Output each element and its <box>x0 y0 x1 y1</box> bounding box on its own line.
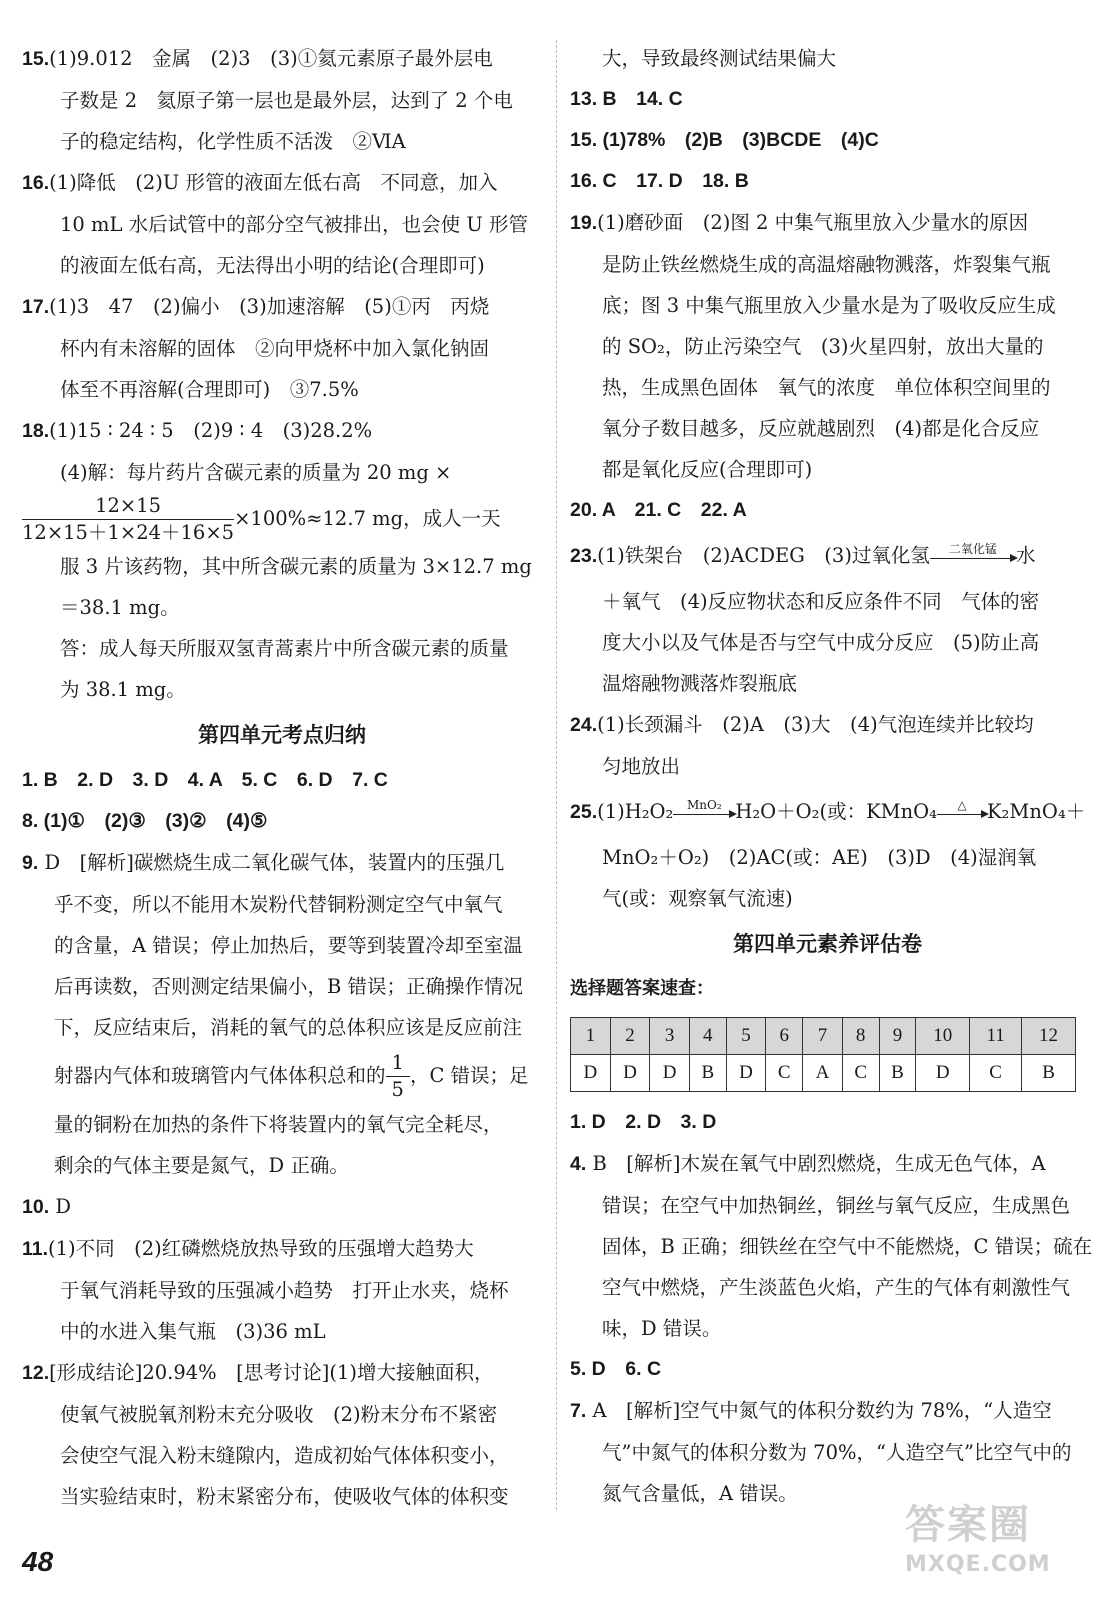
section-title: 第四单元考点归纳 <box>198 723 366 747</box>
question-number: 2 <box>610 1018 650 1055</box>
answer-line: 量的铜粉在加热的条件下将装置内的氧气完全耗尽， <box>54 1113 503 1136</box>
answer-line: 会使空气混入粉末缝隙内，造成初始气体体积变小， <box>60 1444 509 1467</box>
answer-line: 答：成人每天所服双氢青蒿素片中所含碳元素的质量 <box>60 637 509 660</box>
answer-line: 24.(1)长颈漏斗 (2)A (3)大 (4)气泡连续并比较均 <box>570 713 1034 736</box>
answer-line: 剩余的气体主要是氮气，D 正确。 <box>54 1154 349 1177</box>
answer-line: 味，D 错误。 <box>602 1317 722 1340</box>
page-number: 48 <box>22 1546 54 1577</box>
question-number: 7 <box>803 1018 843 1055</box>
answer-line: 氧分子数目越多，反应就越剧烈 (4)都是化合反应 <box>602 417 1040 440</box>
answer-line: 20. A 21. C 22. A <box>570 499 747 521</box>
question-number: 5 <box>726 1018 766 1055</box>
answer-cell: B <box>689 1055 726 1092</box>
answer-line: 1. B 2. D 3. D 4. A 5. C 6. D 7. C <box>22 769 388 791</box>
answer-line: 射器内气体和玻璃管内气体体积总和的 $\frac{1}{5}$ ，C 错误；足 <box>54 1051 529 1101</box>
answer-line: 于氧气消耗导致的压强减小趋势 打开止水夹，烧杯 <box>60 1279 509 1302</box>
answer-line: 10. D <box>22 1195 71 1218</box>
answer-line: 11.(1)不同 (2)红磷燃烧放热导致的压强增大趋势大 <box>22 1237 474 1260</box>
answer-line: 15. (1)78% (2)B (3)BCDE (4)C <box>570 129 879 151</box>
fraction <box>386 1050 410 1103</box>
question-number: 11 <box>970 1018 1022 1055</box>
answer-line: 子数是 2 氦原子第一层也是最外层，达到了 2 个电 <box>60 89 513 112</box>
reaction-arrow <box>937 798 987 827</box>
question-number: 10 <box>916 1018 970 1055</box>
question-number: 9 <box>879 1018 916 1055</box>
answer-table-header-row <box>571 1018 1076 1055</box>
answer-line: 23.(1)铁架台 (2)ACDEG (3)过氧化氢 二氧化锰 水 <box>570 531 1085 581</box>
answer-line: 1. D 2. D 3. D <box>570 1111 717 1133</box>
answer-line: 度大小以及气体是否与空气中成分反应 (5)防止高 <box>602 631 1040 654</box>
answer-line: 气”中氮气的体积分数为 70%，“人造空气”比空气中的 <box>602 1441 1072 1464</box>
answer-line: 10 mL 水后试管中的部分空气被排出，也会使 U 形管 <box>60 213 528 236</box>
answer-line: 都是氧化反应(合理即可) <box>602 458 813 481</box>
question-number: 4 <box>689 1018 726 1055</box>
question-number: 6 <box>766 1018 803 1055</box>
reaction-condition: MnO₂ <box>687 798 722 812</box>
answer-line: ＋氧气 (4)反应物状态和反应条件不同 气体的密 <box>602 590 1040 613</box>
answer-cell: D <box>571 1055 611 1092</box>
question-number: 3 <box>650 1018 690 1055</box>
answer-cell: A <box>803 1055 843 1092</box>
fraction-denominator: 12×15＋1×24＋16×5 <box>22 521 235 544</box>
answer-line: 19.(1)磨砂面 (2)图 2 中集气瓶里放入少量水的原因 <box>570 211 1029 234</box>
answer-line: 16. C 17. D 18. B <box>570 170 749 192</box>
answer-line: 体至不再溶解(合理即可) ③7.5% <box>60 378 359 401</box>
answer-line: 气(或：观察氧气流速) <box>602 887 793 910</box>
left-column <box>22 38 542 1517</box>
answer-cell: D <box>916 1055 970 1092</box>
answer-line: 16.(1)降低 (2)U 形管的液面左低右高 不同意，加入 <box>22 171 498 194</box>
answer-line: 大，导致最终测试结果偏大 <box>602 47 837 70</box>
watermark-main: 答案圈 <box>905 1502 1031 1548</box>
answer-cell: D <box>726 1055 766 1092</box>
reaction-arrow <box>930 542 1016 571</box>
section-title: 第四单元素养评估卷 <box>733 932 922 956</box>
question-number: 8 <box>842 1018 879 1055</box>
answer-line: 错误；在空气中加热铜丝，铜丝与氧气反应，生成黑色 <box>602 1194 1071 1217</box>
reaction-arrow <box>673 798 735 827</box>
answer-line: 是防止铁丝燃烧生成的高温熔融物溅落，炸裂集气瓶 <box>602 253 1051 276</box>
answer-line: 温熔融物溅落炸裂瓶底 <box>602 672 798 695</box>
answer-line: 子的稳定结构，化学性质不活泼 ②ⅥA <box>60 130 406 153</box>
reaction-condition: 二氧化锰 <box>948 542 997 556</box>
answer-cell: B <box>879 1055 916 1092</box>
answer-line: 25.(1)H₂O₂ MnO₂ H₂O＋O₂(或：KMnO₄ △ K₂MnO₄＋ <box>570 787 1085 837</box>
answer-line: 底；图 3 中集气瓶里放入少量水是为了吸收反应生成 <box>602 294 1056 317</box>
answer-line: ＝38.1 mg。 <box>60 596 180 619</box>
answer-line: 17.(1)3 47 (2)偏小 (3)加速溶解 (5)①丙 丙烧 <box>22 295 490 318</box>
fraction-numerator: 1 <box>386 1050 410 1077</box>
answer-line: 的 SO₂，防止污染空气 (3)火星四射，放出大量的 <box>602 335 1044 358</box>
answer-line: 5. D 6. C <box>570 1358 662 1380</box>
answer-line: 下，反应结束后，消耗的氧气的总体积应该是反应前注 <box>54 1016 523 1039</box>
answer-line: 匀地放出 <box>602 755 681 778</box>
answer-line: 空气中燃烧，产生淡蓝色火焰，产生的气体有刺激性气 <box>602 1276 1071 1299</box>
answer-line: 后再读数，否则测定结果偏小，B 错误；正确操作情况 <box>54 975 524 998</box>
answer-line: 18.(1)15 ∶ 24 ∶ 5 (2)9 ∶ 4 (3)28.2% <box>22 419 373 442</box>
answer-line: 中的水进入集气瓶 (3)36 mL <box>60 1320 326 1343</box>
right-column <box>570 38 1093 1514</box>
column-divider <box>556 40 557 1510</box>
answer-cell: D <box>650 1055 690 1092</box>
answer-line: 热，生成黑色固体 氧气的浓度 单位体积空间里的 <box>602 376 1051 399</box>
question-number: 12 <box>1022 1018 1076 1055</box>
formula-line <box>22 493 542 546</box>
answer-line: 固体，B 正确；细铁丝在空气中不能燃烧，C 错误；硫在 <box>602 1235 1093 1258</box>
answer-line: 的液面左低右高，无法得出小明的结论(合理即可) <box>60 254 485 277</box>
answer-line: 4. B [解析]木炭在氧气中剧烈燃烧，生成无色气体，A <box>570 1152 1046 1175</box>
answer-line: 7. A [解析]空气中氮气的体积分数约为 78%，“人造空 <box>570 1399 1052 1422</box>
answer-cell: C <box>970 1055 1022 1092</box>
answer-line: 杯内有未溶解的固体 ②向甲烧杯中加入氯化钠固 <box>60 337 490 360</box>
watermark-sub: MXQE.COM <box>905 1552 1051 1577</box>
fraction-denominator: 5 <box>391 1078 404 1101</box>
answer-line: 服 3 片该药物，其中所含碳元素的质量为 3×12.7 mg <box>60 555 532 578</box>
fraction <box>22 493 234 546</box>
answer-line: 15.(1)9.012 金属 (2)3 (3)①氦元素原子最外层电 <box>22 47 493 70</box>
answer-line: 为 38.1 mg。 <box>60 678 186 701</box>
watermark-logo <box>905 1500 1090 1590</box>
answer-line: 12.[形成结论]20.94% [思考讨论](1)增大接触面积， <box>22 1361 494 1384</box>
answer-cell: C <box>842 1055 879 1092</box>
answer-line: 使氧气被脱氧剂粉末充分吸收 (2)粉末分布不紧密 <box>60 1403 498 1426</box>
quick-answer-heading: 选择题答案速查： <box>570 978 714 999</box>
answer-line: 乎不变，所以不能用木炭粉代替铜粉测定空气中氧气 <box>54 893 503 916</box>
fraction-numerator: 12×15 <box>22 493 234 520</box>
answer-line: 当实验结束时，粉末紧密分布，使吸收气体的体积变 <box>60 1485 509 1508</box>
question-number: 1 <box>571 1018 611 1055</box>
answer-cell: D <box>610 1055 650 1092</box>
answer-line: 8. (1)① (2)③ (3)② (4)⑤ <box>22 810 268 832</box>
answer-cell: B <box>1022 1055 1076 1092</box>
answer-line: 的含量，A 错误；停止加热后，要等到装置冷却至室温 <box>54 934 523 957</box>
answer-line: MnO₂＋O₂) (2)AC(或：AE) (3)D (4)湿润氧 <box>602 846 1037 869</box>
answer-table-answer-row <box>571 1055 1076 1092</box>
reaction-condition: △ <box>957 798 967 812</box>
answer-line: (4)解：每片药片含碳元素的质量为 20 mg × <box>60 461 452 484</box>
answer-table <box>570 1017 1076 1092</box>
formula-rest: ×100%≈12.7 mg，成人一天 <box>234 507 501 530</box>
answer-cell: C <box>766 1055 803 1092</box>
answer-line: 氮气含量低，A 错误。 <box>602 1482 798 1505</box>
answer-line: 13. B 14. C <box>570 88 683 110</box>
answer-line: 9. D [解析]碳燃烧生成二氧化碳气体，装置内的压强几 <box>22 851 505 874</box>
